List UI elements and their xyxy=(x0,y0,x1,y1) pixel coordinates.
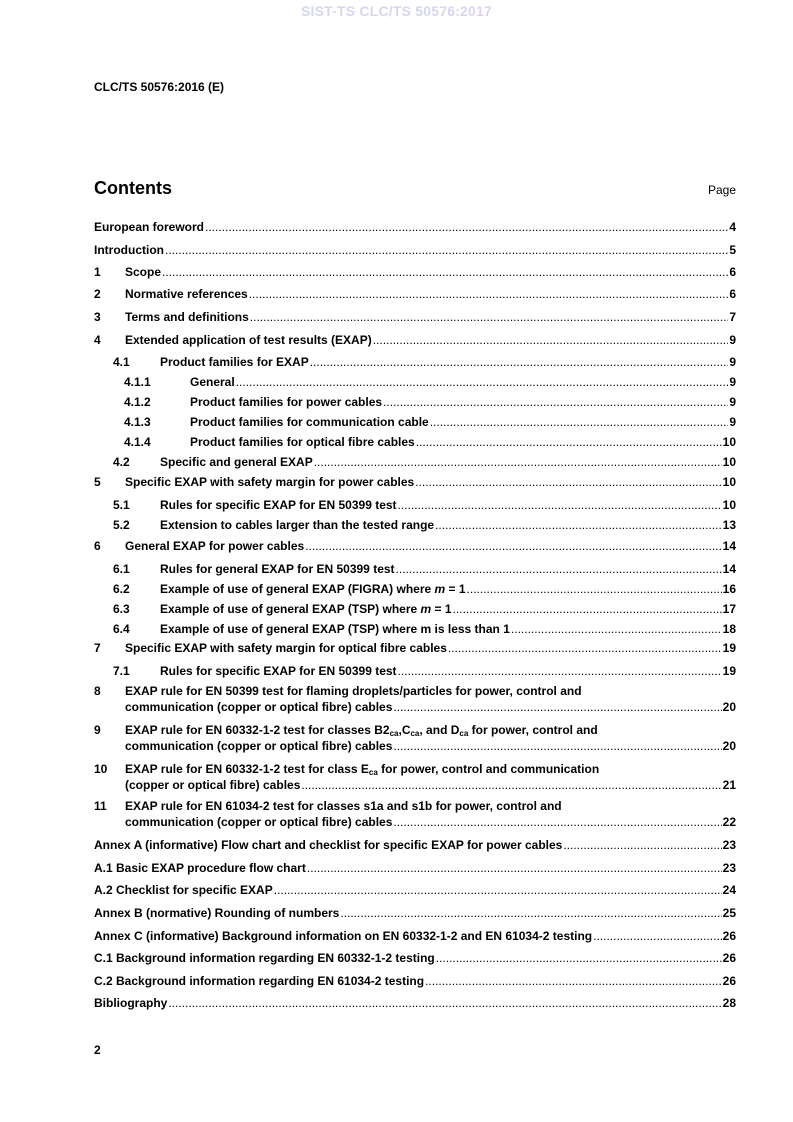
toc-entry-annex-b[interactable]: Annex B (normative) Rounding of numbers ..... 25 xyxy=(94,906,736,920)
toc-entry-3[interactable]: 3 Terms and definitions ..... 7 xyxy=(94,310,736,324)
toc-entry-1[interactable]: 1 Scope ..... 6 xyxy=(94,265,736,279)
toc-entry-c-1[interactable]: C.1 Background information regarding EN 60332-1-2 testing ..... 26 xyxy=(94,951,736,965)
toc-entry-bibliography[interactable]: Bibliography ..... 28 xyxy=(94,996,736,1010)
document-identifier: CLC/TS 50576:2016 (E) xyxy=(94,80,225,94)
toc-entry-4-1-1[interactable]: 4.1.1 General ..... 9 xyxy=(124,375,736,389)
toc-entry-4-1[interactable]: 4.1 Product families for EXAP ..... 9 xyxy=(113,355,736,369)
toc-entry-2[interactable]: 2 Normative references ..... 6 xyxy=(94,287,736,301)
toc-entry-6-2[interactable]: 6.2 Example of use of general EXAP (FIGRA) where m = 1 ..... 16 xyxy=(113,582,736,596)
toc-entry-c-2[interactable]: C.2 Background information regarding EN 61034-2 testing ..... 26 xyxy=(94,974,736,988)
toc-entry-7[interactable]: 7 Specific EXAP with safety margin for optical fibre cables ..... 19 xyxy=(94,641,736,655)
toc-entry-a-2[interactable]: A.2 Checklist for specific EXAP ..... 24 xyxy=(94,883,736,897)
toc-entry-7-1[interactable]: 7.1 Rules for specific EXAP for EN 50399 test ..... 19 xyxy=(113,664,736,678)
toc-entry-10[interactable]: 10 EXAP rule for EN 60332-1-2 test for class $E_{ca}$ for power, control and communication (copper or optical fibre) cables ..... 21 xyxy=(94,762,736,792)
toc-entry-6[interactable]: 6 General EXAP for power cables ..... 14 xyxy=(94,539,736,553)
toc-entry-4-2[interactable]: 4.2 Specific and general EXAP ..... 10 xyxy=(113,455,736,469)
toc-entry-8[interactable]: 8 EXAP rule for EN 50399 test for flaming droplets/particles for power, control and communication (copper or optical fibre) cables ..... 20 xyxy=(94,684,736,714)
toc-entry-a-1[interactable]: A.1 Basic EXAP procedure flow chart ..... 23 xyxy=(94,861,736,875)
toc-entry-11[interactable]: 11 EXAP rule for EN 61034-2 test for classes s1a and s1b for power, control and communication (copper or optical fibre) cables ..... 22 xyxy=(94,799,736,829)
toc-entry-5-2[interactable]: 5.2 Extension to cables larger than the tested range ..... 13 xyxy=(113,518,736,532)
toc-entry-4-1-2[interactable]: 4.1.2 Product families for power cables ..... 9 xyxy=(124,395,736,409)
toc-entry-european-foreword[interactable]: European foreword ..... 4 xyxy=(94,220,736,234)
page-number: 2 xyxy=(94,1043,101,1057)
toc-entry-6-4[interactable]: 6.4 Example of use of general EXAP (TSP) where m is less than 1 ..... 18 xyxy=(113,622,736,636)
toc-entry-5[interactable]: 5 Specific EXAP with safety margin for power cables ..... 10 xyxy=(94,475,736,489)
page-title: Contents xyxy=(94,178,172,198)
toc-entry-4[interactable]: 4 Extended application of test results (EXAP) ..... 9 xyxy=(94,333,736,347)
toc-entry-4-1-4[interactable]: 4.1.4 Product families for optical fibre cables ..... 10 xyxy=(124,435,736,449)
toc-entry-annex-c[interactable]: Annex C (informative) Background information on EN 60332-1-2 and EN 61034-2 testing ..... 26 xyxy=(94,929,736,943)
toc-entry-introduction[interactable]: Introduction ..... 5 xyxy=(94,243,736,257)
toc-entry-9[interactable]: 9 EXAP rule for EN 60332-1-2 test for classes $B2_{ca},C_{ca}$, and $D_{ca}$ for power, control and communication (copper or optical fibre) cables ..... 20 xyxy=(94,723,736,753)
toc-entry-annex-a[interactable]: Annex A (informative) Flow chart and checklist for specific EXAP for power cables ..... 23 xyxy=(94,838,736,852)
watermark: SIST-TS CLC/TS 50576:2017 xyxy=(301,3,492,19)
toc-entry-6-3[interactable]: 6.3 Example of use of general EXAP (TSP) where m = 1 ..... 17 xyxy=(113,602,736,616)
toc-entry-5-1[interactable]: 5.1 Rules for specific EXAP for EN 50399 test ..... 10 xyxy=(113,498,736,512)
toc-entry-4-1-3[interactable]: 4.1.3 Product families for communication cable ..... 9 xyxy=(124,415,736,429)
page-column-label: Page xyxy=(707,183,736,197)
toc-entry-6-1[interactable]: 6.1 Rules for general EXAP for EN 50399 test ..... 14 xyxy=(113,562,736,576)
